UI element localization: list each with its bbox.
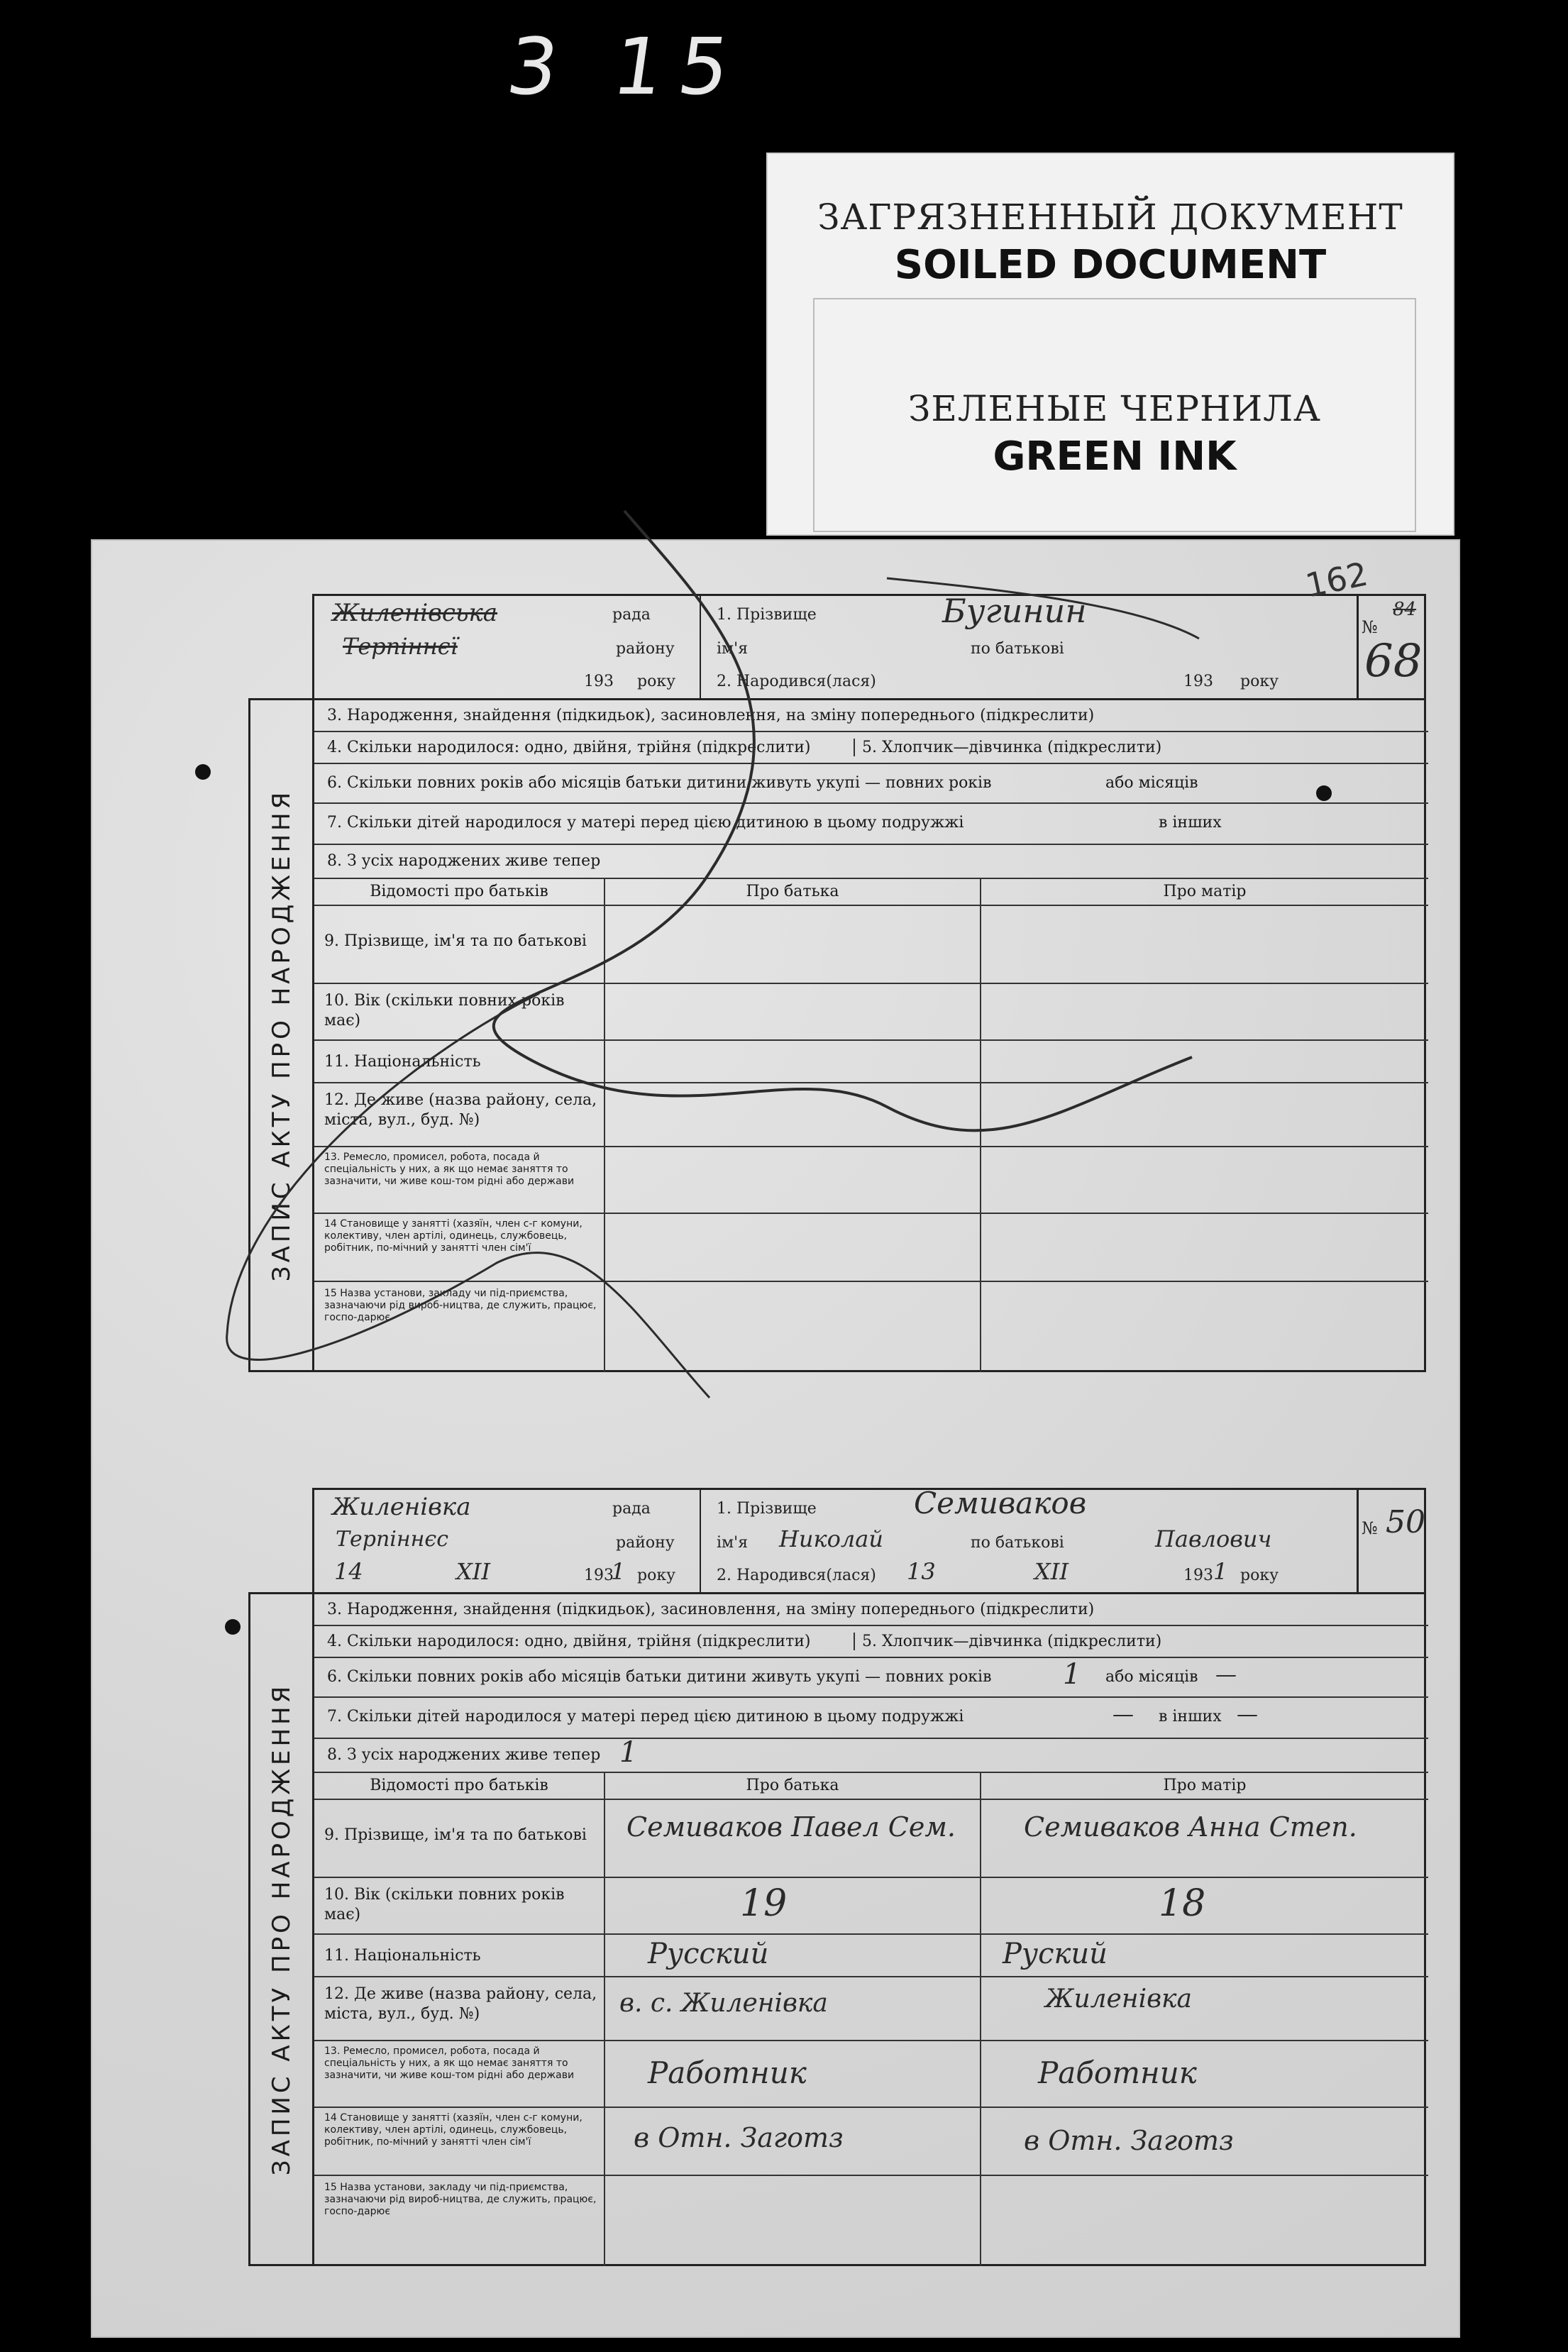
sheet-corner-number: 162 (1302, 554, 1371, 605)
row-13 (314, 2041, 1428, 2108)
header-mother: Про матір (1163, 1777, 1247, 1794)
record-header (312, 594, 1426, 700)
rada-label: рада (612, 606, 651, 624)
born-label: 2. Народився(лася) (717, 673, 876, 690)
row-7-text: 7. Скільки дітей народилося у матері перед цією дитиною в цьому подружжі (327, 814, 964, 832)
record-header (312, 1488, 1426, 1594)
side-title (250, 700, 314, 1370)
names-column (701, 1486, 1361, 1592)
mother-name-handwriting: Семиваков Анна Степ. (1024, 1811, 1357, 1843)
row-11-text: 11. Національність (324, 1947, 481, 1965)
raion-label: району (616, 640, 675, 658)
row-13-text: 13. Ремесло, промисел, робота, посада й спеціальність у них, а як що немає заняття то зазначити, чи живе кош-том рідні або держави (324, 2045, 575, 2081)
born-roku-label: року (1240, 673, 1279, 690)
name-label: ім'я (717, 1534, 749, 1552)
register-sheet (91, 539, 1460, 2338)
row-15 (314, 1282, 1428, 1372)
green-ink-label (813, 298, 1416, 532)
mother-age-handwriting: 18 (1159, 1882, 1206, 1925)
father-occupation-handwriting: Работник (648, 2055, 807, 2090)
surname-label: 1. Прізвище (717, 1500, 817, 1518)
row-13-text: 13. Ремесло, промисел, робота, посада й спеціальність у них, а як що немає заняття то зазначити, чи живе кош-том рідні або держави (324, 1152, 575, 1187)
name-label: ім'я (717, 640, 749, 658)
row-5-text: 5. Хлопчик—дівчинка (підкреслити) (854, 739, 1161, 756)
side-title-text: ЗАПИС АКТУ ПРО НАРОДЖЕННЯ (267, 1682, 296, 2176)
row-3 (314, 700, 1428, 732)
born-year-label: 193 (1183, 673, 1213, 690)
born-day-handwriting: 13 (907, 1558, 936, 1585)
number-column (1357, 596, 1424, 698)
green-ink-label-ru: ЗЕЛЕНЫЕ ЧЕРНИЛА (908, 388, 1321, 429)
header-father: Про батька (746, 883, 839, 900)
born-label: 2. Народився(лася) (717, 1567, 876, 1584)
parents-header-row (314, 879, 1428, 906)
row-8 (314, 1736, 1428, 1773)
soiled-label-en: SOILED DOCUMENT (894, 242, 1327, 288)
names-column (701, 592, 1361, 698)
raion-handwriting: Терпіннєї (343, 633, 458, 660)
row-4-text: 4. Скільки народилося: одно, двійня, трійня (підкреслити) (327, 739, 811, 756)
day-handwriting: 14 (334, 1558, 363, 1585)
year-handwriting: 1 (611, 1558, 626, 1585)
row-6-months-text: або місяців (1105, 774, 1198, 792)
row-6-text: 6. Скільки повних років або місяців батьки дитини живуть укупі — повних років (327, 1668, 992, 1686)
year-193-label: 193 (584, 673, 614, 690)
record-body (248, 698, 1426, 1372)
father-residence-handwriting: в. с. Жиленівка (619, 1989, 828, 2018)
row-6 (314, 1658, 1428, 1698)
row-4-5 (314, 1626, 1428, 1658)
header-info: Відомості про батьків (370, 883, 548, 900)
mother-residence-handwriting: Жиленівка (1045, 1984, 1192, 2014)
row-7-other-text: в інших (1159, 814, 1222, 832)
row-8-text: 8. З усіх народжених живе тепер (327, 1746, 601, 1764)
row-15-text: 15 Назва установи, закладу чи під-приємства, зазначаючи рід вироб-ництва, де служить, працює, госпо-дарює (324, 1288, 597, 1323)
row-3-text: 3. Народження, знайдення (підкидьок), засиновлення, на зміну попереднього (підкреслити) (327, 1601, 1095, 1618)
roku-label: року (637, 673, 676, 690)
side-title (250, 1594, 314, 2264)
punch-hole (195, 764, 211, 780)
row-12 (314, 1083, 1428, 1147)
row-15-text: 15 Назва установи, закладу чи під-приємства, зазначаючи рід вироб-ництва, де служить, працює, госпо-дарює (324, 2182, 597, 2217)
row-6-months-handwriting: — (1215, 1662, 1237, 1687)
row-15 (314, 2176, 1428, 2266)
born-year-handwriting: 1 (1213, 1558, 1228, 1585)
row-7-other-text: в інших (1159, 1708, 1222, 1726)
row-4-text: 4. Скільки народилося: одно, двійня, трійня (підкреслити) (327, 1633, 811, 1650)
row-10-text: 10. Вік (скільки повних років має) (324, 1886, 565, 1923)
row-14-text: 14 Становище у занятті (хазяїн, член с-г комуни, колективу, член артілі, одинець, службовець, робітник, по-мічний у занятті член сім'ї (324, 2112, 583, 2148)
punch-hole (225, 1619, 241, 1635)
row-12-text: 12. Де живе (назва району, села, міста, вул., буд. №) (324, 1985, 597, 2023)
rada-handwriting: Жиленівська (332, 599, 498, 627)
row-8-text: 8. З усіх народжених живе тепер (327, 852, 601, 870)
row-10 (314, 1878, 1428, 1935)
row-4-5 (314, 732, 1428, 764)
year-193-label: 193 (584, 1567, 614, 1584)
number-column (1357, 1490, 1424, 1592)
row-6-text: 6. Скільки повних років або місяців батьки дитини живуть укупі — повних років (327, 774, 992, 792)
row-7-handwriting: — (1112, 1702, 1134, 1727)
born-roku-label: року (1240, 1567, 1279, 1584)
row-14-text: 14 Становище у занятті (хазяїн, член с-г комуни, колективу, член артілі, одинець, службовець, робітник, по-мічний у занятті член сім'ї (324, 1218, 583, 1254)
parents-header-row (314, 1773, 1428, 1800)
patronymic-label: по батькові (971, 640, 1064, 658)
row-3-text: 3. Народження, знайдення (підкидьок), засиновлення, на зміну попереднього (підкреслити) (327, 707, 1095, 724)
row-7 (314, 1698, 1428, 1739)
row-14 (314, 1214, 1428, 1282)
rada-label: рада (612, 1500, 651, 1518)
father-nationality-handwriting: Русский (648, 1938, 769, 1970)
number-handwriting: 50 (1386, 1504, 1425, 1540)
row-3 (314, 1594, 1428, 1626)
row-8-handwriting: 1 (619, 1736, 638, 1769)
born-year-label: 193 (1183, 1567, 1213, 1584)
rada-column (314, 596, 701, 698)
father-age-handwriting: 19 (740, 1882, 788, 1925)
mother-position-handwriting: в Отн. Заготз (1024, 2125, 1234, 2156)
number-sign: № (1362, 1518, 1378, 1538)
side-title-text: ЗАПИС АКТУ ПРО НАРОДЖЕННЯ (267, 788, 296, 1282)
row-6-years-handwriting: 1 (1063, 1658, 1081, 1691)
green-ink-label-en: GREEN INK (993, 434, 1237, 480)
header-info: Відомості про батьків (370, 1777, 548, 1794)
name-handwriting: Николай (779, 1525, 883, 1552)
row-7-text: 7. Скільки дітей народилося у матері перед цією дитиною в цьому подружжі (327, 1708, 964, 1726)
row-7 (314, 804, 1428, 845)
raion-label: району (616, 1534, 675, 1552)
old-number-handwriting: 84 (1393, 599, 1417, 620)
row-9-text: 9. Прізвище, ім'я та по батькові (324, 1826, 587, 1844)
row-11-text: 11. Національність (324, 1053, 481, 1071)
patronymic-label: по батькові (971, 1534, 1064, 1552)
row-14 (314, 2108, 1428, 2176)
frame-number: 3 15 (502, 21, 751, 112)
row-7-other-handwriting: — (1237, 1702, 1258, 1727)
father-position-handwriting: в Отн. Заготз (634, 2122, 844, 2153)
surname-handwriting: Бугинин (942, 592, 1087, 630)
soiled-label-ru: ЗАГРЯЗНЕННЫЙ ДОКУМЕНТ (817, 197, 1403, 238)
raion-handwriting: Терпіннєс (336, 1527, 449, 1552)
row-12 (314, 1977, 1428, 2041)
row-10 (314, 984, 1428, 1041)
surname-handwriting: Семиваков (914, 1486, 1087, 1520)
father-name-handwriting: Семиваков Павел Сем. (626, 1811, 956, 1843)
row-13 (314, 1147, 1428, 1214)
born-month-handwriting: XII (1034, 1558, 1069, 1585)
number-handwriting: 68 (1364, 635, 1423, 688)
row-11 (314, 1935, 1428, 1977)
patronymic-handwriting: Павлович (1155, 1525, 1272, 1552)
surname-label: 1. Прізвище (717, 606, 817, 624)
roku-label: року (637, 1567, 676, 1584)
rada-column (314, 1490, 701, 1592)
row-10-text: 10. Вік (скільки повних років має) (324, 992, 565, 1029)
row-6 (314, 764, 1428, 804)
row-6-months-text: або місяців (1105, 1668, 1198, 1686)
header-father: Про батька (746, 1777, 839, 1794)
row-9-text: 9. Прізвище, ім'я та по батькові (324, 932, 587, 950)
row-11 (314, 1041, 1428, 1083)
row-8 (314, 845, 1428, 879)
record-body (248, 1592, 1426, 2266)
row-12-text: 12. Де живе (назва району, села, міста, вул., буд. №) (324, 1091, 597, 1129)
mother-occupation-handwriting: Работник (1038, 2055, 1197, 2090)
month-handwriting: XII (456, 1558, 491, 1585)
rada-handwriting: Жиленівка (332, 1493, 471, 1521)
number-sign: № (1362, 617, 1378, 637)
row-5-text: 5. Хлопчик—дівчинка (підкреслити) (854, 1633, 1161, 1650)
row-9 (314, 1800, 1428, 1878)
mother-nationality-handwriting: Руский (1003, 1938, 1108, 1970)
header-mother: Про матір (1163, 883, 1247, 900)
row-9 (314, 906, 1428, 984)
